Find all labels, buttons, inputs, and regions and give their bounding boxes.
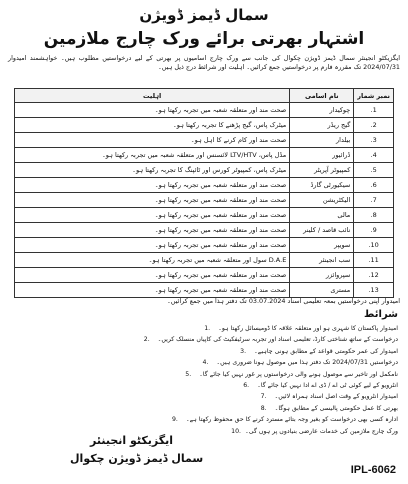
conditions-title: شرائط bbox=[364, 309, 398, 320]
row-qualification: مڈل پاس، LTV/HTV لائسنس اور متعلقہ شعبہ میں تجربہ رکھتا ہو۔ bbox=[15, 148, 290, 163]
col-header-number: نمبر شمار bbox=[354, 89, 394, 103]
table-row bbox=[15, 208, 394, 223]
row-post-name: بیلدار bbox=[290, 133, 354, 148]
condition-item bbox=[10, 403, 398, 414]
row-post-name: ڈرائیور bbox=[290, 148, 354, 163]
condition-number: 7. bbox=[260, 393, 267, 401]
condition-text: بھرتی کا عمل حکومتی پالیسی کے مطابق ہوگا۔ bbox=[274, 404, 398, 412]
row-qualification: صحت مند اور متعلقہ شعبہ میں تجربہ رکھتا ہو۔ bbox=[15, 238, 290, 253]
condition-text: ادارہ کسی بھی درخواست کو بغیر وجہ بتائے مسترد کرنے کا حق محفوظ رکھتا ہے۔ bbox=[186, 416, 398, 424]
submission-note: امیدوار اپنی درخواستیں بمعہ تعلیمی اسناد 03.07.2024 تک دفتر ہذا میں جمع کرائیں۔ bbox=[167, 297, 400, 305]
row-qualification: صحت مند اور متعلقہ شعبہ میں تجربہ رکھتا ہو۔ bbox=[15, 178, 290, 193]
condition-number: 6. bbox=[243, 381, 250, 389]
row-post-name: سویپر bbox=[290, 238, 354, 253]
row-number: 2. bbox=[354, 118, 394, 133]
condition-text: امیدوار پاکستان کا شہری ہو اور متعلقہ علاقہ کا ڈومیسائل رکھتا ہو۔ bbox=[218, 325, 398, 332]
row-post-name: الیکٹریشن bbox=[290, 193, 354, 208]
signature-designation: ایگزیکٹو انجینئر bbox=[90, 434, 174, 447]
row-number: 6. bbox=[354, 178, 394, 193]
row-qualification: میٹرک پاس، کمپیوٹر کورس اور ٹائپنگ کا تجربہ رکھتا ہو۔ bbox=[15, 163, 290, 178]
row-number: 13. bbox=[354, 283, 394, 298]
condition-text: درخواست کے ساتھ شناختی کارڈ، تعلیمی اسناد اور تجربہ سرٹیفکیٹ کی کاپیاں منسلک کریں۔ bbox=[157, 336, 398, 344]
row-qualification: صحت مند اور کام کرنے کا اہل ہو۔ bbox=[15, 133, 290, 148]
row-qualification: صحت مند اور متعلقہ شعبہ میں تجربہ رکھتا ہو۔ bbox=[15, 208, 290, 223]
ipl-reference: IPL-6062 bbox=[350, 464, 396, 476]
condition-item bbox=[10, 357, 398, 368]
row-number: 7. bbox=[354, 193, 394, 208]
row-qualification: صحت مند اور متعلقہ شعبہ میں تجربہ رکھتا ہو۔ bbox=[15, 193, 290, 208]
condition-number: 8. bbox=[260, 404, 267, 412]
table-row bbox=[15, 253, 394, 268]
condition-number: 5. bbox=[185, 370, 192, 378]
row-post-name: نائب قاصد / کلینر bbox=[290, 223, 354, 238]
row-qualification: صحت مند اور متعلقہ شعبہ میں تجربہ رکھتا ہو۔ bbox=[15, 103, 290, 118]
row-qualification: صحت مند اور متعلقہ شعبہ میں تجربہ رکھتا ہو۔ bbox=[15, 268, 290, 283]
row-number: 8. bbox=[354, 208, 394, 223]
condition-text: انٹرویو کے لیے کوئی ٹی اے / ڈی اے ادا نہیں کیا جائے گا۔ bbox=[257, 381, 398, 389]
condition-number: 3. bbox=[240, 347, 247, 355]
row-number: 1. bbox=[354, 103, 394, 118]
table-row bbox=[15, 103, 394, 118]
condition-number: 9. bbox=[172, 416, 178, 424]
condition-item bbox=[10, 346, 398, 357]
table-row bbox=[15, 223, 394, 238]
condition-text: نامکمل اور تاخیر سے موصول ہونے والی درخواستوں پر غور نہیں کیا جائے گا۔ bbox=[199, 370, 398, 378]
condition-text: امیدوار کی عمر حکومتی قواعد کے مطابق ہونی چاہیے۔ bbox=[254, 347, 398, 355]
condition-number: 4. bbox=[202, 359, 209, 367]
row-qualification: D.A.E سول اور متعلقہ شعبہ میں تجربہ رکھتا ہو۔ bbox=[15, 253, 290, 268]
row-number: 11. bbox=[354, 253, 394, 268]
condition-number: 10. bbox=[231, 427, 241, 435]
col-header-post: نام اسامی bbox=[290, 89, 354, 103]
row-post-name: کمپیوٹر آپریٹر bbox=[290, 163, 354, 178]
division-title: سمال ڈیمز ڈویژن bbox=[139, 6, 269, 24]
row-post-name: سپروائزر bbox=[290, 268, 354, 283]
row-post-name: مستری bbox=[290, 283, 354, 298]
table-row bbox=[15, 118, 394, 133]
table-row bbox=[15, 268, 394, 283]
row-post-name: سیکیورٹی گارڈ bbox=[290, 178, 354, 193]
col-header-qualification: اہلیت bbox=[15, 89, 290, 103]
condition-text: امیدوار انٹرویو کے وقت اصل اسناد ہمراہ لائیں۔ bbox=[274, 393, 398, 401]
condition-number: 2. bbox=[143, 336, 150, 344]
row-qualification: صحت مند اور متعلقہ شعبہ میں تجربہ رکھتا ہو۔ bbox=[15, 223, 290, 238]
condition-item bbox=[10, 414, 398, 425]
condition-item bbox=[10, 391, 398, 402]
row-number: 5. bbox=[354, 163, 394, 178]
table-header-row bbox=[15, 89, 394, 103]
signature-office: سمال ڈیمز ڈویژن چکوال bbox=[70, 452, 204, 465]
posts-table-body bbox=[15, 103, 394, 298]
row-number: 4. bbox=[354, 148, 394, 163]
row-number: 9. bbox=[354, 223, 394, 238]
row-qualification: میٹرک پاس، گیج پڑھنے کا تجربہ رکھتا ہو۔ bbox=[15, 118, 290, 133]
condition-text: درخواستیں 2024/07/31 تک دفتر ہذا میں موصول ہونا ضروری ہیں۔ bbox=[216, 359, 398, 367]
table-row bbox=[15, 193, 394, 208]
row-number: 10. bbox=[354, 238, 394, 253]
condition-item bbox=[10, 380, 398, 391]
row-number: 12. bbox=[354, 268, 394, 283]
row-post-name: چوکیدار bbox=[290, 103, 354, 118]
table-row bbox=[15, 178, 394, 193]
condition-text: ورک چارج ملازمین کی خدمات عارضی بنیادوں پر ہوں گی۔ bbox=[245, 427, 398, 435]
table-row bbox=[15, 148, 394, 163]
row-qualification: صحت مند اور متعلقہ شعبہ میں تجربہ رکھتا ہو۔ bbox=[15, 283, 290, 298]
row-post-name: گیج ریڈر bbox=[290, 118, 354, 133]
condition-item bbox=[10, 334, 398, 345]
table-row bbox=[15, 283, 394, 298]
table-row bbox=[15, 133, 394, 148]
row-number: 3. bbox=[354, 133, 394, 148]
table-row bbox=[15, 238, 394, 253]
row-post-name: مالی bbox=[290, 208, 354, 223]
conditions-list bbox=[10, 323, 398, 437]
condition-item bbox=[10, 369, 398, 380]
table-row bbox=[15, 163, 394, 178]
intro-paragraph: ایگزیکٹو انجینئر سمال ڈیمز ڈویژن چکوال کی جانب سے ورک چارج اسامیوں پر بھرتی کے لیے درخواستیں مطلوب ہیں۔ خواہشمند امیدوار 2024/07/31 تک مقررہ فارم پر درخواستیں جمع کرائیں۔ اہلیت اور شرائط درج ذیل ہیں۔ bbox=[8, 54, 400, 71]
condition-item bbox=[10, 426, 398, 437]
row-post-name: سب انجینئر bbox=[290, 253, 354, 268]
condition-item bbox=[10, 323, 398, 334]
condition-number: 1. bbox=[204, 325, 211, 332]
advertisement-title: اشتہار بھرتی برائے ورک چارج ملازمین bbox=[43, 29, 365, 49]
posts-table bbox=[14, 88, 394, 298]
